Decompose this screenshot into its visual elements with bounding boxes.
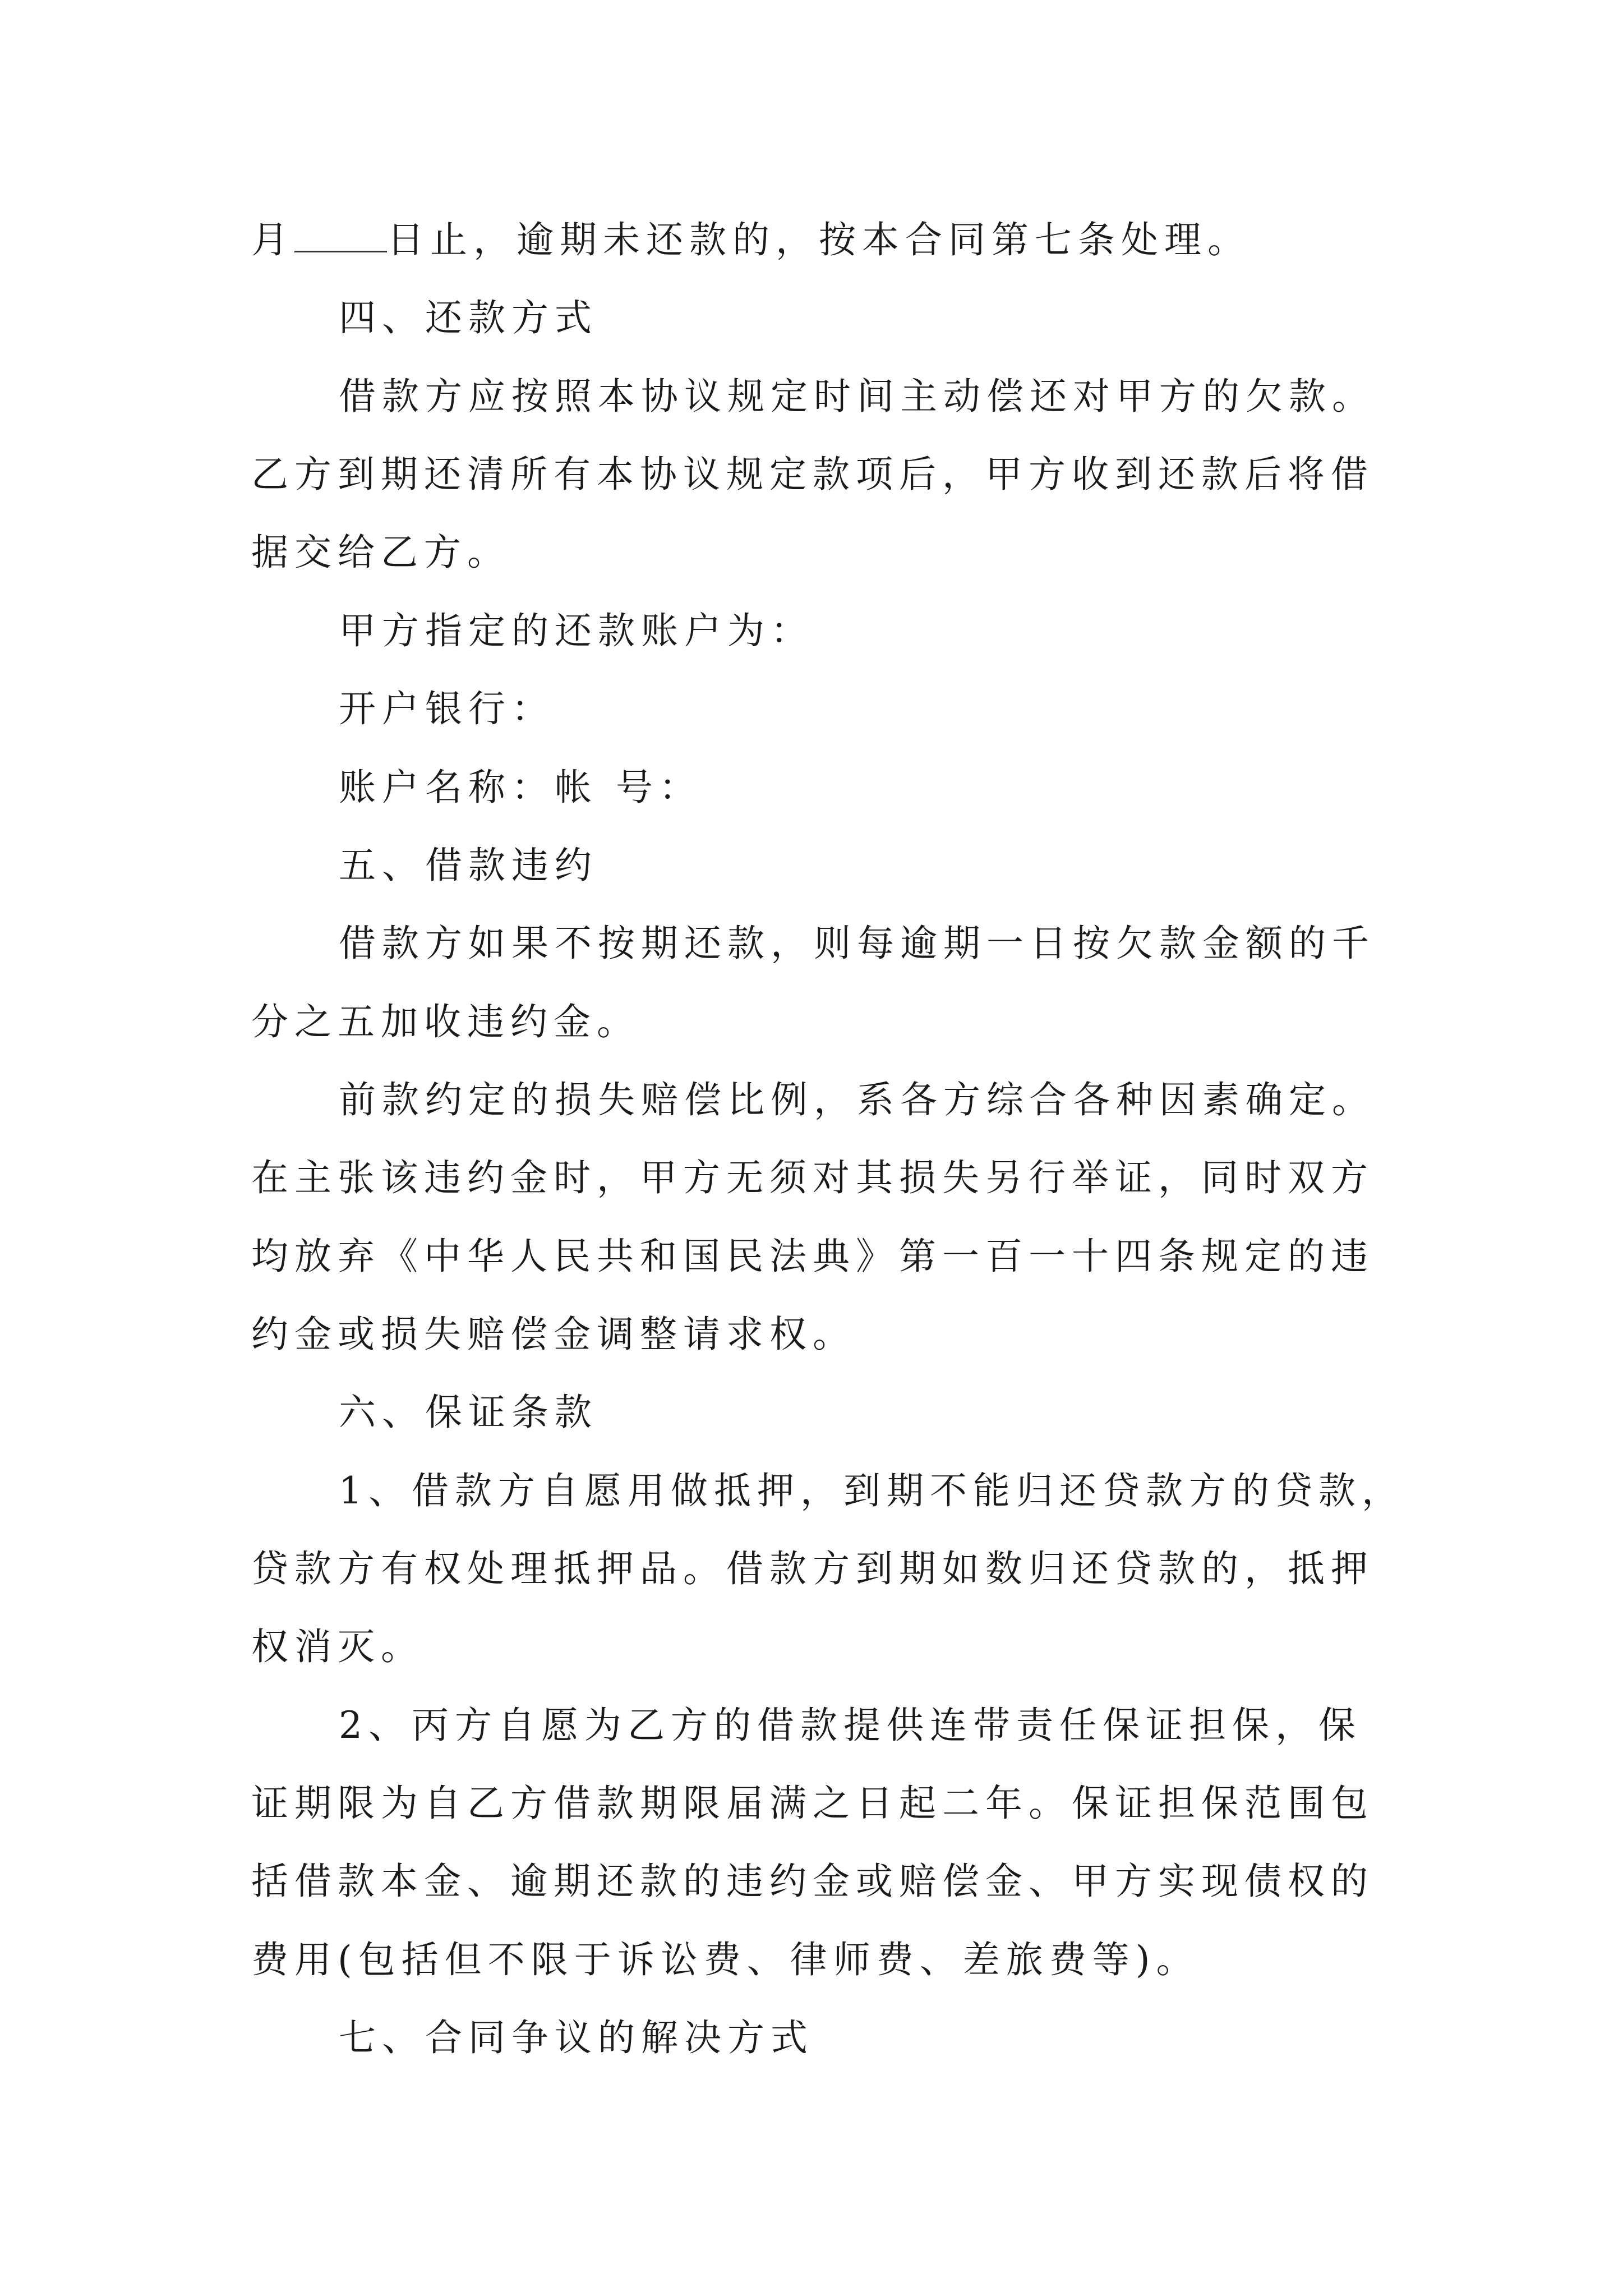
- section-heading-guarantee-terms: 六、保证条款: [339, 1391, 598, 1434]
- section-heading-repayment-method: 四、还款方式: [339, 296, 598, 339]
- paragraph-line: 前款约定的损失赔偿比例，系各方综合各种因素确定。: [339, 1078, 1375, 1121]
- paragraph-line: 括借款本金、逾期还款的违约金或赔偿金、甲方实现债权的: [251, 1860, 1374, 1903]
- paragraph-line: 权消灭。: [251, 1625, 424, 1668]
- fill-in-blank: [294, 217, 387, 252]
- paragraph-line: 借款方应按照本协议规定时间主动偿还对甲方的欠款。: [339, 375, 1375, 418]
- paragraph-line: 乙方到期还清所有本协议规定款项后，甲方收到还款后将借: [251, 453, 1374, 496]
- paragraph-line: 开户银行：: [339, 687, 555, 730]
- paragraph-line-1: [251, 215, 1251, 265]
- line-text: 月: [251, 218, 294, 261]
- section-heading-dispute-resolution: 七、合同争议的解决方式: [339, 2016, 814, 2059]
- paragraph-line: 分之五加收违约金。: [251, 1000, 640, 1043]
- paragraph-line: 证期限为自乙方借款期限届满之日起二年。保证担保范围包: [251, 1782, 1374, 1825]
- paragraph-line: 贷款方有权处理抵押品。借款方到期如数归还贷款的，抵押: [251, 1547, 1374, 1590]
- paragraph-line: 费用(包括但不限于诉讼费、律师费、差旅费等)。: [251, 1938, 1200, 1981]
- paragraph-line: 据交给乙方。: [251, 531, 510, 574]
- line-text: 日止，逾期未还款的，按本合同第七条处理。: [387, 218, 1251, 261]
- paragraph-line: 账户名称：帐 号：: [339, 766, 702, 809]
- paragraph-line: 均放弃《中华人民共和国民法典》第一百一十四条规定的违: [251, 1235, 1374, 1278]
- paragraph-line: 借款方如果不按期还款，则每逾期一日按欠款金额的千: [339, 922, 1375, 965]
- paragraph-line: 甲方指定的还款账户为：: [339, 609, 814, 652]
- paragraph-line: 约金或损失赔偿金调整请求权。: [251, 1313, 856, 1356]
- paragraph-line: 2、丙方自愿为乙方的借款提供连带责任保证担保，保: [339, 1704, 1362, 1747]
- paragraph-line: 在主张该违约金时，甲方无须对其损失另行举证，同时双方: [251, 1156, 1374, 1199]
- paragraph-line: 1、借款方自愿用做抵押，到期不能归还贷款方的贷款，: [339, 1469, 1405, 1512]
- section-heading-loan-default: 五、借款违约: [339, 844, 598, 887]
